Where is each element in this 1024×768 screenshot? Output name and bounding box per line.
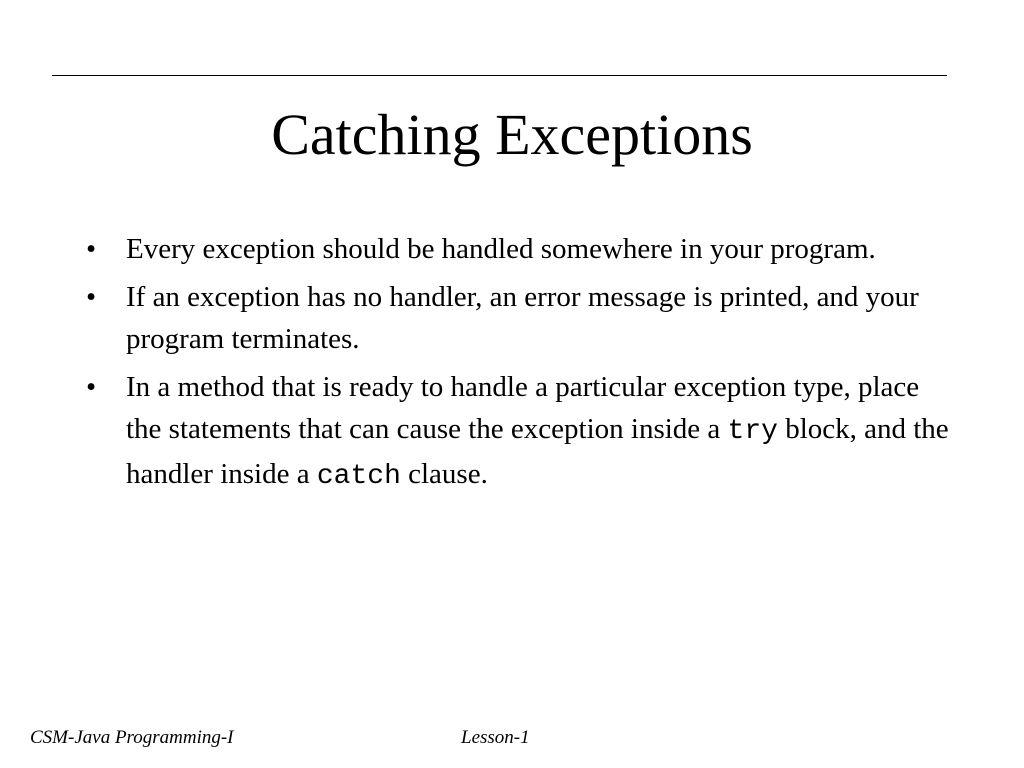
top-divider bbox=[52, 75, 947, 76]
bullet-item bbox=[82, 276, 952, 360]
bullet-item bbox=[82, 366, 952, 498]
bullet-dot-icon: • bbox=[86, 233, 97, 265]
bullet-list bbox=[82, 228, 952, 504]
code-keyword-try: try bbox=[727, 416, 778, 447]
bullet-dot-icon: • bbox=[86, 281, 97, 313]
bullet-text bbox=[126, 371, 949, 490]
bullet-text-part: In a method that is ready to handle a particular exception type, place the statements that can cause the exception inside a bbox=[126, 371, 920, 445]
bullet-text-part: block, and the handler inside a bbox=[126, 413, 949, 490]
bullet-text: If an exception has no handler, an error message is printed, and your program terminates. bbox=[126, 281, 919, 355]
slide-title: Catching Exceptions bbox=[271, 102, 753, 167]
bullet-item bbox=[82, 228, 952, 270]
bullet-text: Every exception should be handled somewhere in your program. bbox=[126, 233, 876, 265]
bullet-dot-icon: • bbox=[86, 371, 97, 403]
bullet-text-part: clause. bbox=[400, 458, 488, 490]
footer-lesson-label: Lesson-1 bbox=[461, 727, 530, 748]
footer-course-name: CSM-Java Programming-I bbox=[30, 727, 234, 748]
code-keyword-catch: catch bbox=[316, 461, 401, 492]
